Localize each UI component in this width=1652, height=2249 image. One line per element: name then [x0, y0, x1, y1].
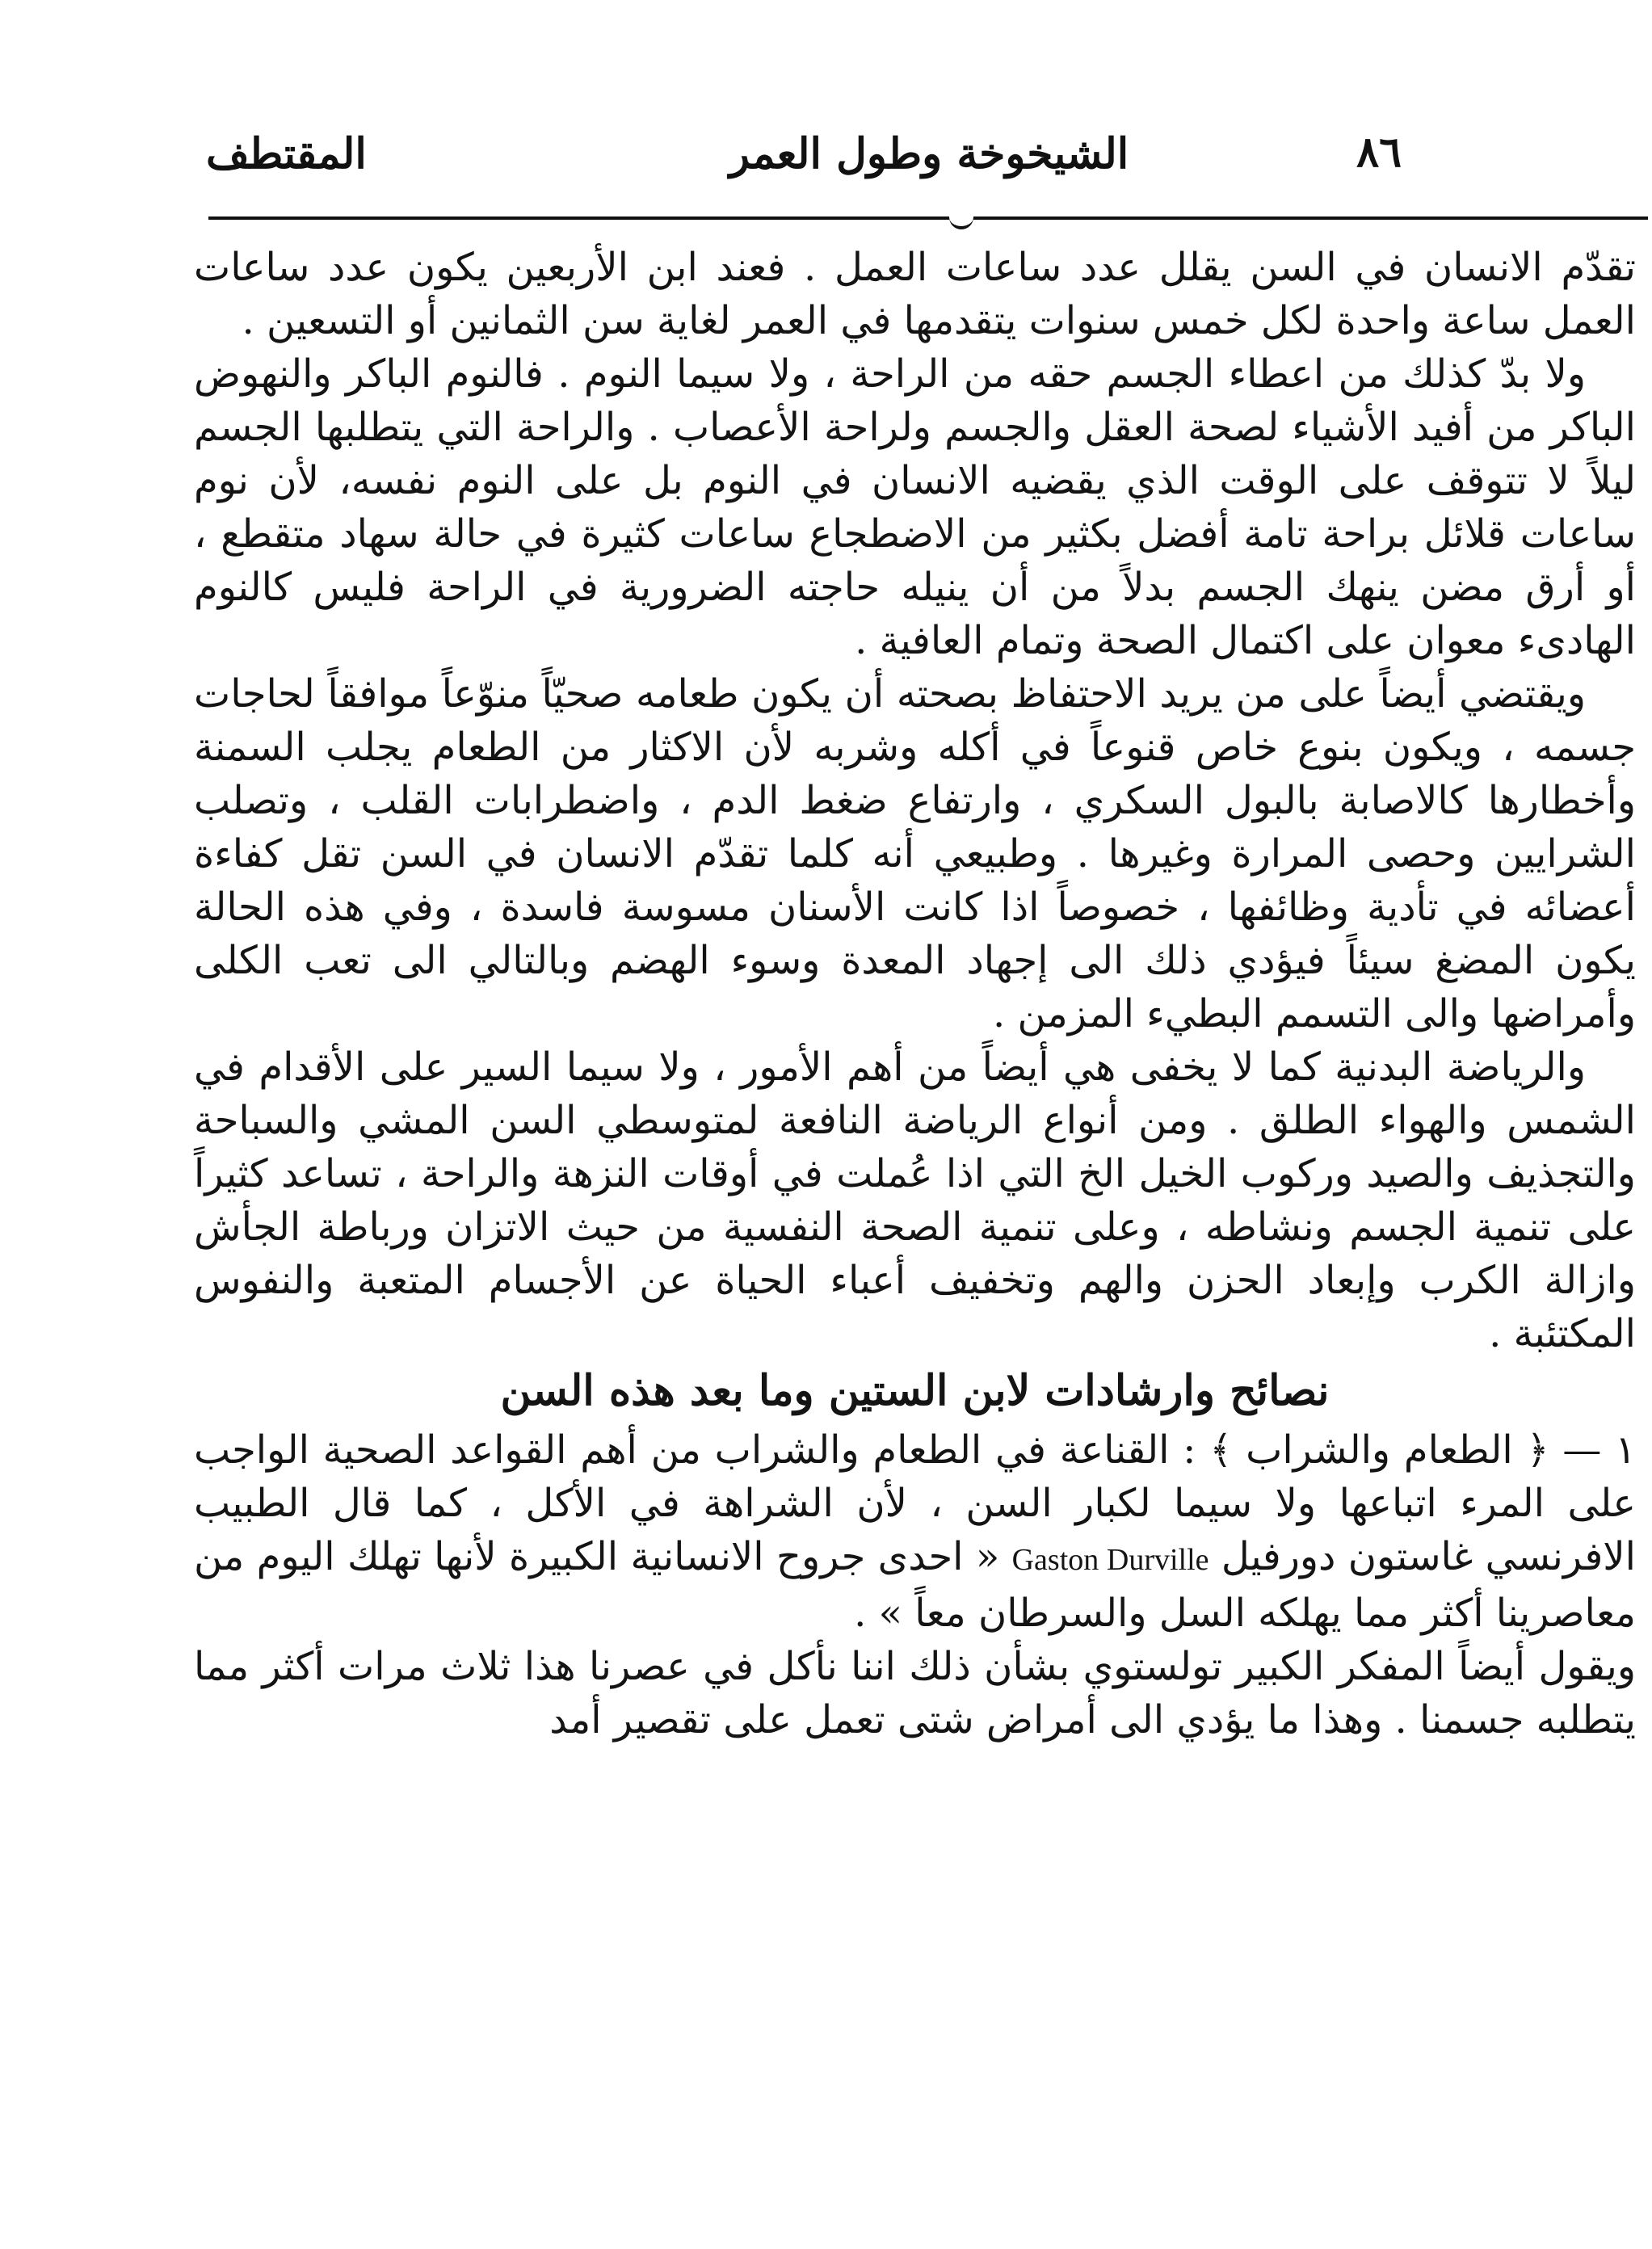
latin-name: Gaston Durville — [1011, 1543, 1209, 1577]
paragraph-rest-sleep: ولا بدّ كذلك من اعطاء الجسم حقه من الراحة ، ولا سيما النوم . فالنوم الباكر والنهوض الباكر من أفيد الأشياء لصحة العقل والجسم ولراحة الأعصاب . والراحة التي يتطلبها الجسم ليلاً لا تتوقف على الوقت الذي يقضيه الانسان في النوم بل على النوم نفسه، لأن نوم ساعات قلائل براحة تامة أفضل بكثير من الاضطجاع ساعات كثيرة في حالة سهاد متقطع ، أو أرق مضن ينهك الجسم بدلاً من أن ينيله حاجته الضرورية في الراحة فليس كالنوم الهادىء معوان على اكتمال الصحة وتمام العافية . — [194, 351, 1636, 663]
running-header — [206, 128, 1652, 192]
paragraph-exercise: والرياضة البدنية كما لا يخفى هي أيضاً من أهم الأمور ، ولا سيما السير على الأقدام في الشمس والهواء الطلق . ومن أنواع الرياضة النافعة لمتوسطي السن المشي والسباحة والتجذيف والصيد وركوب الخيل الخ التي اذا عُملت في أوقات النزهة والراحة ، تساعد كثيراً على تنمية الجسم ونشاطه ، وعلى تنمية الصحة النفسية من حيث الاتزان ورباطة الجأش وازالة الكرب وإبعاد الحزن والهم وتخفيف أعباء الحياة عن الأجسام المتعبة والنفوس المكتئبة . — [194, 1045, 1636, 1356]
section-heading: نصائح وارشادات لابن الستين وما بعد هذه السن — [500, 1366, 1330, 1415]
paragraph-tolstoy: ويقول أيضاً المفكر الكبير تولستوي بشأن ذلك اننا نأكل في عصرنا هذا ثلاث مرات أكثر مما يتطلبه جسمنا . وهذا ما يؤدي الى أمراض شتى تعمل على تقصير أمد — [194, 1644, 1637, 1742]
advice-item-text-end: « احدى جروح الانسانية الكبيرة لأنها تهلك اليوم من معاصرينا أكثر مما يهلكه السل والسرطان معاً » . — [194, 1534, 1636, 1636]
advice-item-text-start: ١ — ﴿ الطعام والشراب ﴾ : القناعة في الطعام والشراب من أهم القواعد الصحية الواجب على المرء اتباعها ولا سيما لكبار السن ، لأن الشراهة في الأكل ، كما قال الطبيب الافرنسي غاستون دورفيل — [194, 1427, 1636, 1579]
paragraph-diet: ويقتضي أيضاً على من يريد الاحتفاظ بصحته أن يكون طعامه صحيّاً منوّعاً موافقاً لحاجات جسمه ، ويكون بنوع خاص قنوعاً في أكله وشربه لأن الاكثار من الطعام يجلب السمنة وأخطارها كالاصابة بالبول السكري ، وارتفاع ضغط الدم ، واضطرابات القلب ، وتصلب الشرايين وحصى المرارة وغيرها . وطبيعي أنه كلما تقدّم الانسان في السن تقل كفاءة أعضائه في تأدية وظائفها ، خصوصاً اذا كانت الأسنان مسوسة فاسدة ، وفي هذه الحالة يكون المضغ سيئاً فيؤدي ذلك الى إجهاد المعدة وسوء الهضم وبالتالي الى تعب الكلى وأمراضها والى التسمم البطيء المزمن . — [194, 671, 1636, 1036]
paragraph-work-hours: تقدّم الانسان في السن يقلل عدد ساعات العمل . فعند ابن الأربعين يكون عدد ساعات العمل ساعة واحدة لكل خمس سنوات يتقدمها في العمر لغاية سن الثمانين أو التسعين . — [194, 245, 1636, 343]
header-rule — [208, 216, 1648, 220]
advice-item-food-drink — [194, 1423, 1636, 1640]
page-number: ٨٦ — [1356, 128, 1402, 177]
article-body — [194, 241, 1636, 1747]
article-title: الشيخوخة وطول العمر — [729, 129, 1129, 179]
journal-name: المقتطف — [206, 129, 367, 179]
header-rule-ornament — [949, 208, 973, 229]
